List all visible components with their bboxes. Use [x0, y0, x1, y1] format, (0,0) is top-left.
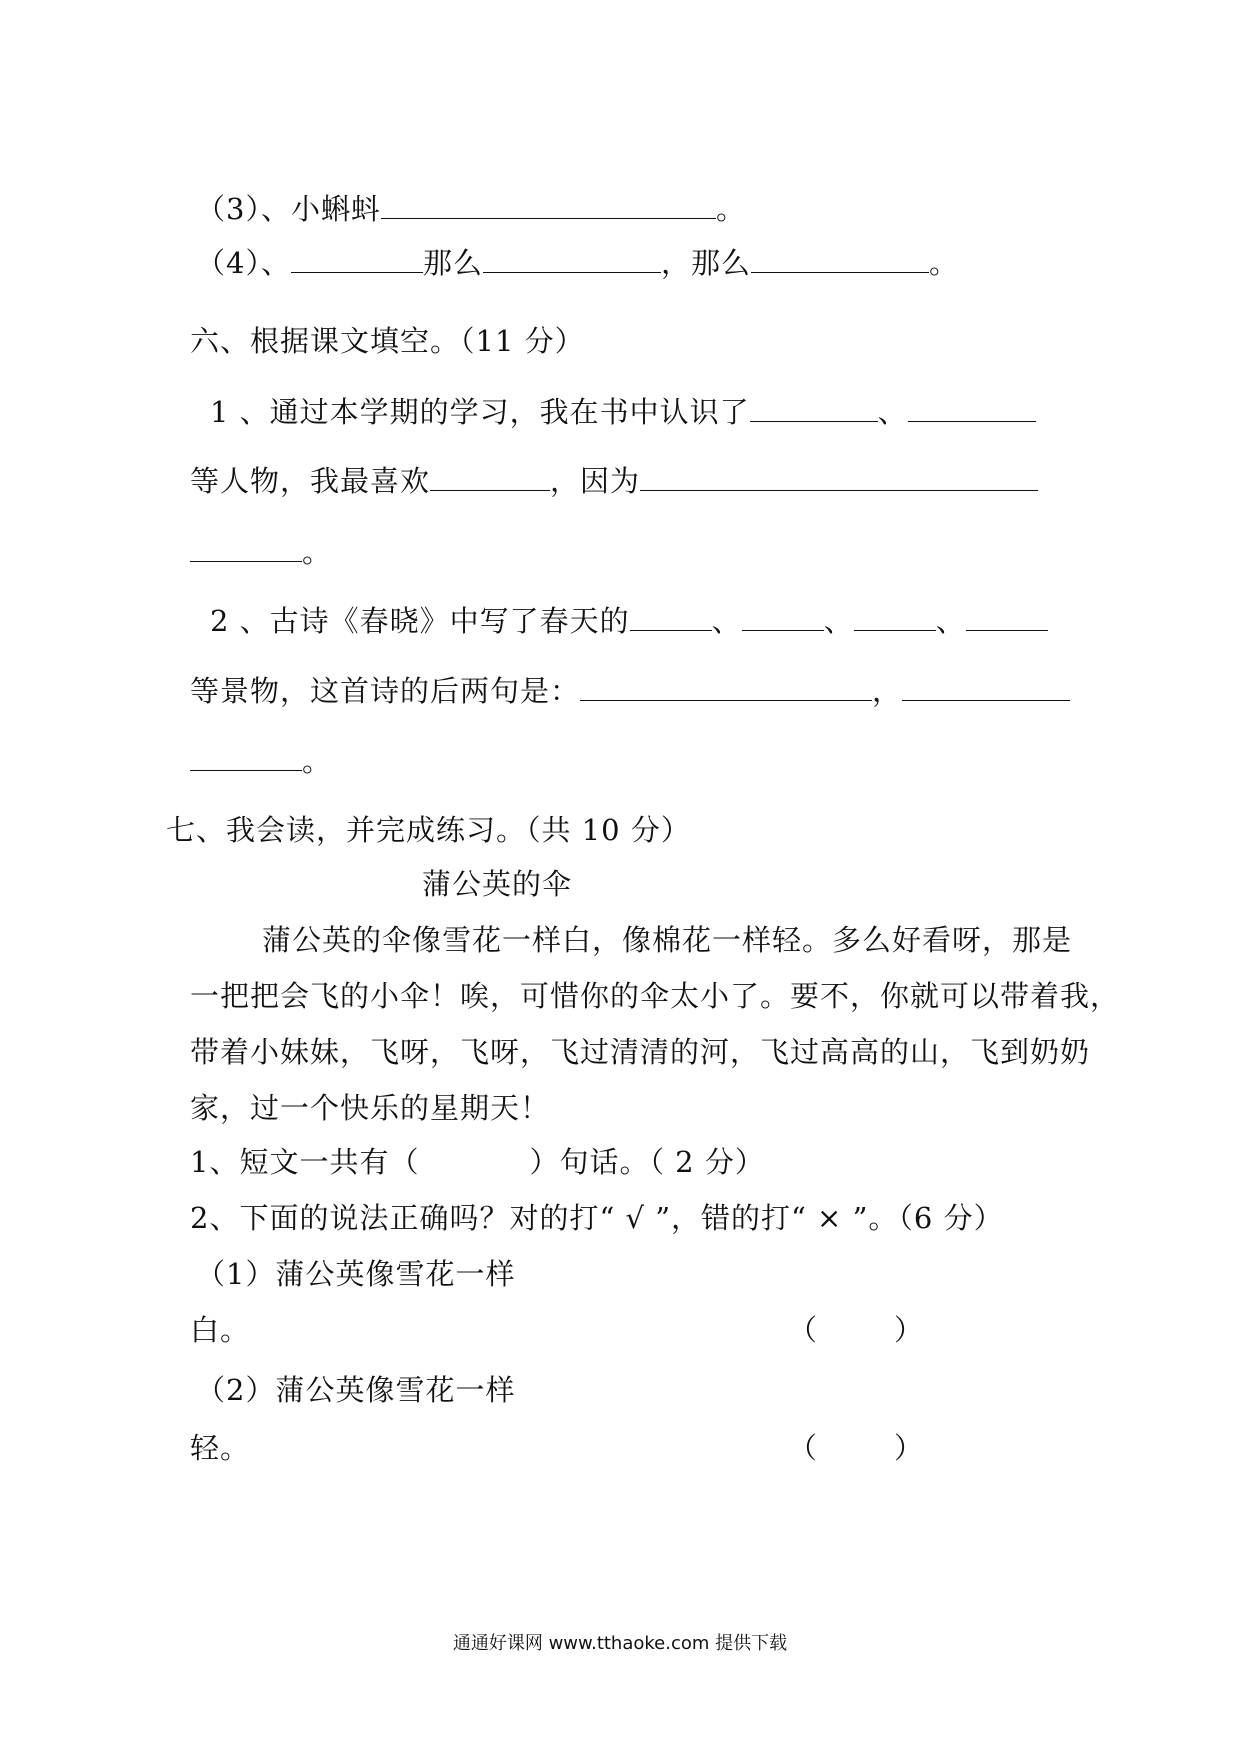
- q6-1-line2: [190, 462, 1038, 499]
- q7-1-before: 1、短文一共有（: [190, 1145, 420, 1179]
- q6-1-text2: 等人物，我最喜欢: [190, 464, 431, 498]
- item2-answer-paren[interactable]: [788, 1430, 924, 1466]
- answer-blank[interactable]: [751, 244, 929, 273]
- paren-close: ）: [894, 1431, 925, 1465]
- q6-1-line1: [210, 393, 1036, 430]
- q5-3-label: （3）、小蝌蚪: [196, 192, 381, 226]
- q5-3-line: [196, 190, 746, 227]
- answer-blank[interactable]: [190, 742, 302, 771]
- q6-2-line1: [210, 602, 1048, 639]
- paren-open: （: [788, 1431, 819, 1465]
- q6-2-line3: [190, 742, 332, 779]
- q5-4-sep: ，: [660, 246, 691, 280]
- answer-blank[interactable]: [580, 672, 872, 701]
- q7-2-line: 2、下面的说法正确吗？对的打“ √ ”，错的打“ × ”。（6 分）: [190, 1201, 1004, 1235]
- item2-line2: 轻。: [190, 1431, 251, 1465]
- answer-blank[interactable]: [640, 462, 1038, 491]
- q5-4-line: [196, 244, 959, 281]
- item2-line1: （2）蒲公英像雪花一样: [196, 1373, 516, 1407]
- answer-blank[interactable]: [854, 602, 936, 631]
- q5-4-mid1: 那么: [422, 246, 483, 280]
- q6-1-because: ，因为: [550, 464, 641, 498]
- paren-close: ）: [894, 1313, 925, 1347]
- passage-title: 蒲公英的伞: [422, 867, 573, 901]
- q6-1-line3: [190, 533, 332, 570]
- q5-4-end: 。: [929, 246, 960, 280]
- answer-blank[interactable]: [483, 244, 661, 273]
- passage-line: 蒲公英的伞像雪花一样白，像棉花一样轻。多么好看呀，那是: [262, 923, 1073, 957]
- answer-blank[interactable]: [908, 393, 1036, 422]
- q6-2-sep2: 、: [823, 604, 854, 638]
- answer-blank[interactable]: [190, 533, 302, 562]
- passage-line: 带着小妹妹，飞呀，飞呀，飞过清清的河，飞过高高的山，飞到奶奶: [190, 1035, 1091, 1069]
- q7-1-line: [190, 1144, 765, 1180]
- q5-3-end: 。: [715, 192, 746, 226]
- section6-heading: 六、根据课文填空。（11 分）: [190, 324, 585, 358]
- q6-1-sep: 、: [877, 395, 908, 429]
- q6-2-sep3: 、: [935, 604, 966, 638]
- answer-blank[interactable]: [381, 190, 716, 219]
- paren-open: （: [788, 1313, 819, 1347]
- q6-1-end: 。: [302, 535, 333, 569]
- answer-blank[interactable]: [966, 602, 1048, 631]
- q6-2-line2: [190, 672, 1070, 709]
- answer-blank[interactable]: [902, 672, 1070, 701]
- q6-2-end: 。: [302, 744, 333, 778]
- item1-answer-paren[interactable]: [788, 1312, 924, 1348]
- footer-credit: 通通好课网 www.tthaoke.com 提供下载: [452, 1633, 788, 1654]
- answer-blank[interactable]: [291, 244, 423, 273]
- section7-heading: 七、我会读，并完成练习。（共 10 分）: [166, 813, 691, 847]
- q5-4-label: （4）、: [196, 246, 291, 280]
- item1-line2: 白。: [190, 1313, 251, 1347]
- q6-2-comma: ，: [872, 674, 903, 708]
- q5-4-mid2: 那么: [690, 246, 751, 280]
- passage-line: 一把把会飞的小伞！唉，可惜你的伞太小了。要不，你就可以带着我，: [190, 979, 1121, 1013]
- answer-blank[interactable]: [630, 602, 712, 631]
- answer-blank[interactable]: [742, 602, 824, 631]
- q7-1-after: ）句话。（ 2 分）: [529, 1145, 765, 1179]
- q6-2-text2: 等景物，这首诗的后两句是：: [190, 674, 581, 708]
- q6-2-text: 2 、古诗《春晓》中写了春天的: [210, 604, 630, 638]
- q6-2-sep1: 、: [711, 604, 742, 638]
- passage-line: 家，过一个快乐的星期天！: [190, 1091, 551, 1125]
- answer-blank[interactable]: [430, 462, 550, 491]
- answer-blank[interactable]: [750, 393, 878, 422]
- item1-line1: （1）蒲公英像雪花一样: [196, 1257, 516, 1291]
- q6-1-text: 1 、通过本学期的学习，我在书中认识了: [210, 395, 750, 429]
